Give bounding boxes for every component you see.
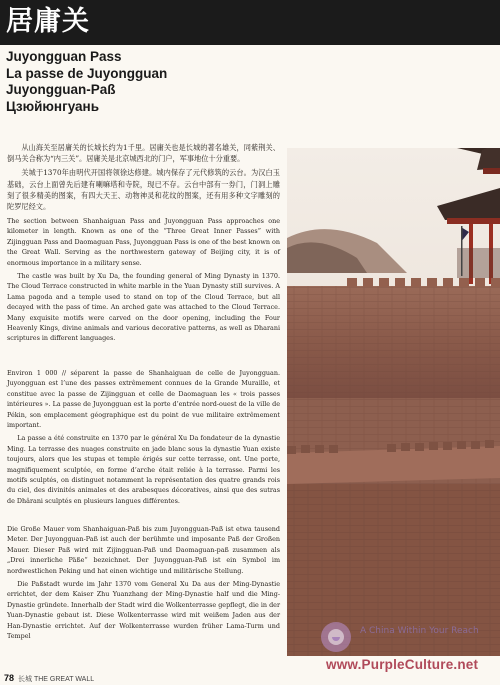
title-french: La passe de Juyongguan [6, 65, 168, 81]
german-paragraph: Die Große Mauer vom Shanhaiguan-Paß bis zum Juyongguan-Paß ist etwa tausend Meter. Der Juyongguan-Paß ist auch der berühmte und imposante Paß der Großen Mauer. Dieser Paß wird mit Zijingguan-Paß und Daomaguan-paß zusammen als „Drei innerliche Päße“ bezeichnet. Der Juyongguan-Paß ist ein Symbol im nordwestlichen Peking und hat einen wichtige und militärische Stellung. [7, 525, 280, 575]
german-text-block [7, 524, 280, 644]
french-paragraph: La passe a été construite en 1370 par le général Xu Da fondateur de la dynastie Ming. La terrasse des nuages construite en jade blanc sous la dynastie Yuan existe toujours, alors que les stupas et temple érigés sur cette terrasse, ont. Une porte, magnifiquement sculptée, en forme d’arche était reliée à la terrasse. Parmi les motifs sculptés, on distinguet notamment la représentation des quatre grands rois du ciel, des divinités animales et des arabesques décoratives, ainsi que des sutras de Dhârani sculptés en plusieurs langues différentes. [7, 434, 280, 505]
title-german: Juyongguan-Paß [6, 82, 116, 97]
multilingual-titles [6, 49, 167, 115]
running-title: 长城 THE GREAT WALL [18, 676, 95, 683]
page-title: 居庸关 [6, 6, 90, 37]
watermark-caption: A China Within Your Reach [360, 626, 479, 636]
watermark-url: www.PurpleCulture.net [326, 657, 479, 672]
juyongguan-photo [287, 148, 500, 656]
page-footer [4, 673, 94, 684]
english-text-block [7, 216, 280, 347]
chinese-text-block [7, 142, 280, 215]
page-number: 78 [4, 673, 15, 683]
title-russian: Цзюйюнгуань [6, 98, 99, 114]
title-english: Juyongguan Pass [6, 49, 122, 64]
page-header-bar [0, 0, 500, 45]
french-text-block [7, 368, 280, 509]
german-paragraph: Die Paßstadt wurde im Jahr 1370 vom General Xu Da aus der Ming-Dynastie errichtet, der dem Kaiser Zhu Yuanzhang der Ming-Dynastie half und die Ming-Dynastie gründete. Innerhalb der Stadt wird die Wolkenterrasse gepflegt, die in der Yuan-Dynastie gebaut ist. Diese Wolkenterrasse wird mit weißem Jaden aus der Han-Dynastie errichtet. Auf der Wolkenterrasse wurden früher Lama-Turm und Tempel [7, 580, 280, 641]
english-paragraph: The castle was built by Xu Da, the founding general of Ming Dynasty in 1370. The Cloud Terrace constructed in white marble in the Yuan Dynasty still survives. A Lama pagoda and a temple used to stand on top of the Cloud Terrace, but all decayed with the pass of time. An arched gate was attached to the Cloud Terrace. Many exquisite motifs were carved on the door opening, including the Four Heavenly Kings, divine animals and various decorative patterns, as well as Dharani scriptures in different languages. [7, 272, 280, 343]
chinese-paragraph: 从山海关至居庸关的长城长约为1千里。居庸关也是长城的著名雄关，同紫荆关、倒马关合称为“内三关”。居庸关是北京城西北的门户，军事地位十分重要。 [7, 143, 280, 164]
purple-culture-logo-icon [318, 617, 358, 657]
english-paragraph: The section between Shanhaiguan Pass and Juyongguan Pass approaches one kilometer in length. Known as one of the “Three Great Inner Passes” with Zijingguan Pass and Daomaguan Pass, Juyongguan Pass is one of the best known on the Great Wall. Serving as the northwestern gateway of Beijing city, it is of enormous importance in a military sense. [7, 217, 280, 267]
french-paragraph: Environ 1 000 // séparent la passe de Shanhaiguan de celle de Juyongguan. Juyongguan est l’une des passes extrêmement connues de la Grande Muraille, et constitue avec la passe de Zijingguan et celle de Daomaguan les « trois passes intérieures ». La passe de Juyongguan est la porte d’entrée nord-ouest de la ville de Pékin, son emplacement géographique est du point de vue militaire extrêmement important. [7, 369, 280, 430]
chinese-paragraph: 关城于1370年由明代开国将领徐达修建。城内保存了元代修筑的云台。为汉白玉基础，云台上面曾先后建有喇嘛塔和寺院，现已不存。云台中部有一券门，门洞上雕刻了很多精美的图案，有四大天王、动物神灵和花纹的图案，还有用多种文字雕刻的陀罗尼经文。 [7, 168, 280, 212]
